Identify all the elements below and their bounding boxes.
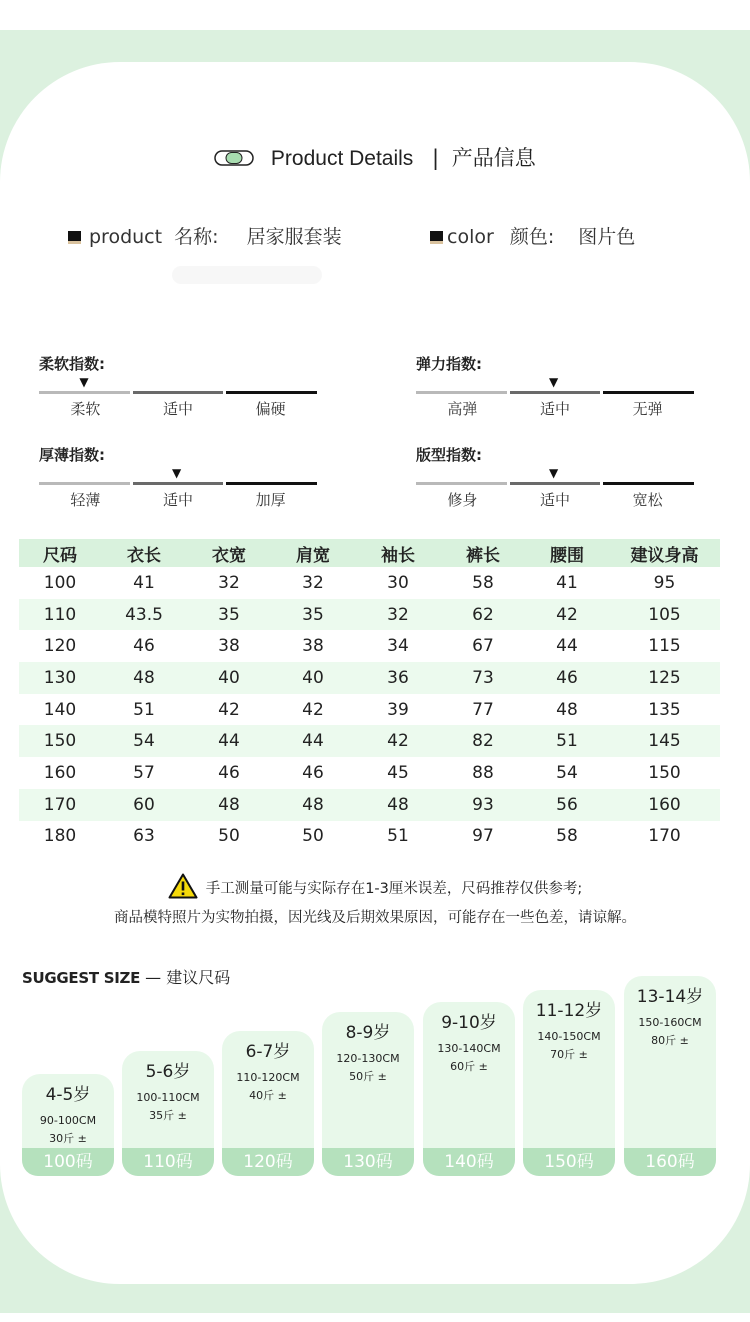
selected-arrow-icon: ▼ <box>549 466 559 480</box>
pill-icon <box>214 150 254 166</box>
scale-label: 柔软指数: <box>39 355 105 373</box>
table-row <box>19 599 720 631</box>
suggest-size-heading <box>22 965 230 988</box>
size-column <box>523 990 615 1176</box>
table-cell: 150 <box>19 725 101 757</box>
fit-scale <box>416 444 694 509</box>
table-cell: 115 <box>648 636 681 657</box>
table-cell: 43.5 <box>101 599 187 631</box>
table-cell: 51 <box>525 725 609 757</box>
table-cell: 32 <box>355 599 441 631</box>
table-body <box>19 567 720 852</box>
table-cell: 35 <box>187 599 271 631</box>
scale-option: 偏硬 <box>255 400 286 418</box>
table-cell: 54 <box>556 762 578 783</box>
table-cell: 130 <box>19 662 101 694</box>
selected-arrow-icon: ▼ <box>549 375 559 389</box>
color-label-cn: 颜色: <box>509 226 555 248</box>
size-weight: 80斤 ± <box>651 1034 689 1047</box>
table-cell: 32 <box>302 572 324 593</box>
table-cell: 100 <box>43 572 77 593</box>
color-label-en: color <box>447 226 494 248</box>
scale-option: 适中 <box>163 491 194 509</box>
size-column <box>222 1031 314 1176</box>
table-cell: 135 <box>648 699 681 720</box>
table-header-row <box>19 539 720 567</box>
scale-option: 适中 <box>540 491 571 509</box>
table-cell: 82 <box>441 725 525 757</box>
measurement-note <box>0 873 750 899</box>
table-cell: 170 <box>19 789 101 821</box>
table-cell: 58 <box>472 572 494 593</box>
size-weight: 30斤 ± <box>49 1132 87 1145</box>
table-cell: 39 <box>387 699 409 720</box>
title-separator: | <box>432 146 440 170</box>
table-cell: 93 <box>441 789 525 821</box>
scale-lines <box>39 391 317 394</box>
table-cell: 42 <box>525 599 609 631</box>
scale-lines <box>416 482 694 485</box>
table-cell: 170 <box>648 826 681 847</box>
table-cell: 48 <box>271 789 355 821</box>
color-value: 图片色 <box>578 226 636 248</box>
size-height-range: 140-150CM <box>537 1030 601 1043</box>
table-cell: 145 <box>609 725 720 757</box>
table-row <box>19 757 720 789</box>
scale-label: 弹力指数: <box>416 355 482 373</box>
table-row <box>19 789 720 821</box>
color-info <box>430 222 635 249</box>
bullet-square-icon <box>68 231 81 244</box>
scale-option: 高弹 <box>447 400 478 418</box>
page-title <box>0 142 750 172</box>
table-cell: 88 <box>472 762 494 783</box>
note-line-1: 手工测量可能与实际存在1-3厘米误差，尺码推荐仅供参考; <box>205 881 583 897</box>
table-cell: 62 <box>441 599 525 631</box>
table-cell: 150 <box>648 762 681 783</box>
table-cell: 42 <box>302 699 324 720</box>
table-cell: 67 <box>472 636 494 657</box>
elasticity-scale <box>416 353 694 418</box>
table-cell: 50 <box>218 826 240 847</box>
suggest-dash: — <box>145 968 162 987</box>
size-height-range: 130-140CM <box>437 1042 501 1055</box>
scale-label: 厚薄指数: <box>39 446 105 464</box>
table-cell: 58 <box>556 826 578 847</box>
table-cell: 160 <box>43 762 77 783</box>
size-code: 150码 <box>523 1148 615 1176</box>
scale-option: 适中 <box>540 400 571 418</box>
product-name-info <box>68 222 342 249</box>
size-weight: 35斤 ± <box>149 1109 187 1122</box>
size-table <box>19 539 720 852</box>
table-cell: 120 <box>43 636 77 657</box>
suggest-title-cn: 建议尺码 <box>166 968 231 987</box>
faint-watermark <box>172 266 322 284</box>
size-column <box>624 976 716 1176</box>
size-height-range: 100-110CM <box>136 1091 200 1104</box>
table-cell: 40 <box>187 662 271 694</box>
table-header-cell: 肩宽 <box>271 539 355 567</box>
table-cell: 125 <box>609 662 720 694</box>
size-age: 4-5岁 <box>45 1085 91 1105</box>
table-row <box>19 662 720 694</box>
size-weight: 40斤 ± <box>249 1089 287 1102</box>
scale-option: 轻薄 <box>70 491 101 509</box>
table-cell: 30 <box>387 572 409 593</box>
table-cell: 42 <box>218 699 240 720</box>
table-row <box>19 694 720 726</box>
scale-label: 版型指数: <box>416 446 482 464</box>
warning-icon <box>168 873 198 899</box>
scale-options <box>416 398 694 419</box>
size-age: 5-6岁 <box>145 1062 191 1082</box>
table-cell: 56 <box>525 789 609 821</box>
table-header-cell: 建议身高 <box>609 539 720 567</box>
table-cell: 40 <box>271 662 355 694</box>
table-header-cell: 衣宽 <box>187 539 271 567</box>
table-row <box>19 725 720 757</box>
size-age: 8-9岁 <box>345 1023 391 1043</box>
size-height-range: 110-120CM <box>236 1071 300 1084</box>
table-cell: 46 <box>525 662 609 694</box>
table-cell: 44 <box>187 725 271 757</box>
table-header-cell: 裤长 <box>441 539 525 567</box>
table-cell: 36 <box>355 662 441 694</box>
size-weight: 70斤 ± <box>550 1048 588 1061</box>
bullet-square-icon <box>430 231 443 244</box>
table-cell: 48 <box>556 699 578 720</box>
scale-option: 修身 <box>447 491 478 509</box>
size-column <box>122 1051 214 1176</box>
scale-lines <box>416 391 694 394</box>
scale-lines <box>39 482 317 485</box>
table-header-cell: 尺码 <box>19 539 101 567</box>
table-cell: 63 <box>133 826 155 847</box>
size-code: 160码 <box>624 1148 716 1176</box>
scale-options <box>39 489 317 510</box>
scale-options <box>416 489 694 510</box>
table-cell: 46 <box>133 636 155 657</box>
table-cell: 51 <box>133 699 155 720</box>
table-cell: 95 <box>653 572 676 593</box>
product-label-cn: 名称: <box>174 226 219 248</box>
size-code: 120码 <box>222 1148 314 1176</box>
table-cell: 77 <box>472 699 494 720</box>
table-header-cell: 衣长 <box>101 539 187 567</box>
scale-option: 加厚 <box>255 491 286 509</box>
table-cell: 140 <box>43 699 77 720</box>
title-chinese: 产品信息 <box>451 146 536 170</box>
product-label-en: product <box>89 226 163 248</box>
size-age: 11-12岁 <box>535 1001 603 1021</box>
size-age: 6-7岁 <box>245 1042 291 1062</box>
size-age: 13-14岁 <box>636 987 704 1007</box>
table-cell: 48 <box>355 789 441 821</box>
size-height-range: 120-130CM <box>336 1052 400 1065</box>
table-cell: 48 <box>101 662 187 694</box>
table-cell: 51 <box>387 826 409 847</box>
table-row <box>19 630 720 662</box>
table-cell: 48 <box>187 789 271 821</box>
table-cell: 38 <box>218 636 240 657</box>
table-cell: 73 <box>441 662 525 694</box>
table-cell: 160 <box>609 789 720 821</box>
table-cell: 35 <box>271 599 355 631</box>
table-cell: 97 <box>472 826 494 847</box>
table-cell: 110 <box>19 599 101 631</box>
table-cell: 105 <box>609 599 720 631</box>
size-code: 130码 <box>322 1148 414 1176</box>
scale-option: 柔软 <box>70 400 101 418</box>
size-code: 140码 <box>423 1148 515 1176</box>
table-cell: 32 <box>218 572 240 593</box>
table-cell: 41 <box>133 572 155 593</box>
table-header-cell: 腰围 <box>525 539 609 567</box>
table-cell: 57 <box>133 762 155 783</box>
softness-scale <box>39 353 317 418</box>
table-cell: 38 <box>302 636 324 657</box>
table-row <box>19 567 720 599</box>
table-cell: 60 <box>101 789 187 821</box>
size-code: 110码 <box>122 1148 214 1176</box>
table-header-cell: 袖长 <box>355 539 441 567</box>
product-name-value: 居家服套装 <box>246 226 342 248</box>
size-column <box>22 1074 114 1176</box>
size-code: 100码 <box>22 1148 114 1176</box>
scale-option: 宽松 <box>632 491 663 509</box>
table-cell: 42 <box>355 725 441 757</box>
table-cell: 44 <box>556 636 578 657</box>
suggest-title-en: SUGGEST SIZE <box>22 969 141 987</box>
table-cell: 180 <box>43 826 77 847</box>
size-column <box>322 1012 414 1176</box>
table-cell: 44 <box>271 725 355 757</box>
scale-option: 无弹 <box>632 400 663 418</box>
table-cell: 46 <box>218 762 240 783</box>
table-cell: 34 <box>387 636 409 657</box>
title-english: Product Details <box>270 147 414 170</box>
selected-arrow-icon: ▼ <box>172 466 182 480</box>
size-age: 9-10岁 <box>441 1013 497 1033</box>
table-cell: 45 <box>387 762 409 783</box>
scale-options <box>39 398 317 419</box>
size-weight: 50斤 ± <box>349 1070 387 1083</box>
color-difference-note: 商品模特照片为实物拍摄，因光线及后期效果原因，可能存在一些色差，请谅解。 <box>114 910 636 926</box>
thickness-scale <box>39 444 317 509</box>
scale-option: 适中 <box>163 400 194 418</box>
size-weight: 60斤 ± <box>450 1060 488 1073</box>
selected-arrow-icon: ▼ <box>79 375 89 389</box>
size-height-range: 90-100CM <box>39 1114 97 1127</box>
table-cell: 50 <box>302 826 324 847</box>
table-cell: 41 <box>556 572 578 593</box>
size-column <box>423 1002 515 1176</box>
table-row <box>19 821 720 853</box>
size-height-range: 150-160CM <box>638 1016 702 1029</box>
table-cell: 46 <box>302 762 324 783</box>
table-cell: 54 <box>101 725 187 757</box>
